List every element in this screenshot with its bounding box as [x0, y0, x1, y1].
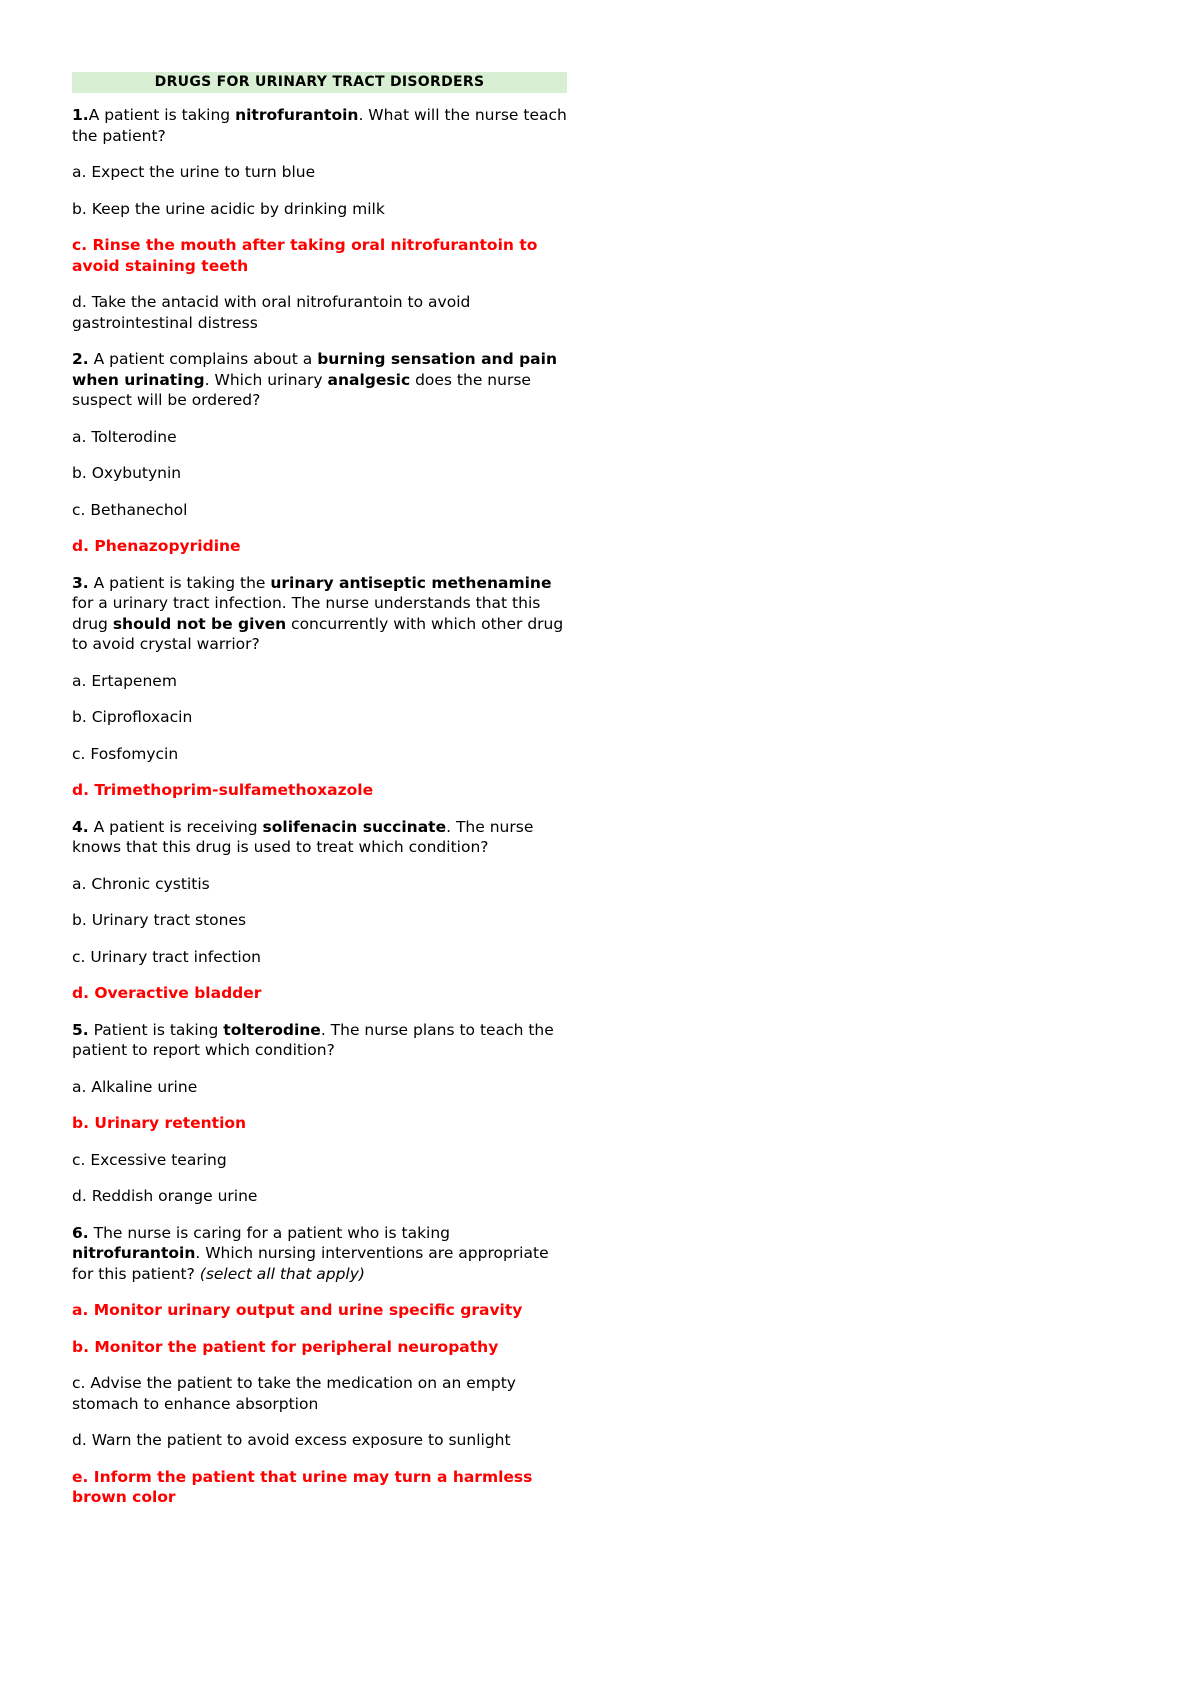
- question-number: 2.: [72, 350, 89, 368]
- answer-option: a. Ertapenem: [72, 671, 177, 690]
- stem-text: Patient is taking: [88, 1020, 224, 1039]
- stem-emphasis: should not be given: [112, 614, 287, 633]
- answer-option: b. Oxybutynin: [72, 464, 182, 482]
- question-stem: [72, 1223, 567, 1285]
- answer-option-correct: d. Trimethoprim-sulfamethoxazole: [72, 781, 374, 799]
- stem-text: for a urinary tract infection. The nurse understands that this drug: [72, 594, 541, 633]
- stem-text: A patient is taking: [88, 106, 236, 124]
- answer-option: d. Reddish orange urine: [72, 1187, 258, 1205]
- stem-emphasis: solifenacin succinate: [262, 817, 447, 836]
- answer-option: a. Alkaline urine: [72, 1077, 198, 1096]
- stem-text: . Which nursing interventions are appropriate for this patient?: [72, 1244, 549, 1283]
- stem-text: . Which urinary: [204, 370, 328, 389]
- answer-option-correct: d. Phenazopyridine: [72, 537, 241, 555]
- stem-text: The nurse is caring for a patient who is taking: [88, 1223, 451, 1242]
- question-stem: [72, 349, 567, 411]
- answer-option: a. Tolterodine: [72, 427, 177, 446]
- stem-emphasis: burning sensation and pain when urinating: [72, 350, 557, 389]
- question-number: 4.: [72, 817, 89, 836]
- document-title: DRUGS FOR URINARY TRACT DISORDERS: [72, 72, 567, 93]
- question-list: [72, 105, 567, 1508]
- stem-text: does the nurse suspect will be ordered?: [72, 370, 531, 409]
- answer-option: a. Expect the urine to turn blue: [72, 163, 316, 181]
- answer-option: d. Warn the patient to avoid excess exposure to sunlight: [72, 1431, 511, 1449]
- stem-text: concurrently with which other drug to avoid crystal warrior?: [72, 614, 564, 653]
- answer-option-correct: b. Monitor the patient for peripheral neuropathy: [72, 1337, 499, 1356]
- document-page: [72, 72, 567, 1524]
- answer-option: b. Urinary tract stones: [72, 911, 247, 929]
- answer-option: b. Keep the urine acidic by drinking milk: [72, 199, 385, 218]
- stem-text: . What will the nurse teach the patient?: [72, 106, 567, 145]
- question-stem: [72, 817, 567, 858]
- question-stem: [72, 1020, 567, 1061]
- stem-text: (select all that apply): [199, 1264, 365, 1283]
- stem-emphasis: analgesic: [327, 370, 411, 389]
- answer-option: d. Take the antacid with oral nitrofurantoin to avoid gastrointestinal distress: [72, 293, 471, 332]
- stem-text: . The nurse knows that this drug is used to treat which condition?: [72, 817, 534, 856]
- answer-option-correct: e. Inform the patient that urine may turn a harmless brown color: [72, 1467, 533, 1506]
- answer-option: c. Advise the patient to take the medication on an empty stomach to enhance absorption: [72, 1374, 516, 1413]
- stem-emphasis: tolterodine: [223, 1020, 321, 1039]
- answer-option-correct: d. Overactive bladder: [72, 984, 262, 1002]
- answer-option: c. Urinary tract infection: [72, 947, 262, 966]
- answer-option: c. Bethanechol: [72, 500, 188, 519]
- answer-option: c. Excessive tearing: [72, 1150, 227, 1169]
- stem-emphasis: nitrofurantoin: [72, 1244, 196, 1262]
- stem-emphasis: urinary antiseptic methenamine: [270, 573, 552, 592]
- stem-text: A patient is taking the: [88, 573, 271, 592]
- question-number: 5.: [72, 1020, 89, 1039]
- stem-text: A patient complains about a: [88, 350, 318, 368]
- question-number: 3.: [72, 573, 89, 592]
- answer-option: c. Fosfomycin: [72, 744, 179, 763]
- answer-option-correct: c. Rinse the mouth after taking oral nitrofurantoin to avoid staining teeth: [72, 236, 538, 275]
- question-number: 6.: [72, 1223, 89, 1242]
- question-stem: [72, 573, 567, 655]
- stem-emphasis: nitrofurantoin: [235, 106, 359, 124]
- stem-text: . The nurse plans to teach the patient to report which condition?: [72, 1020, 554, 1059]
- answer-option-correct: b. Urinary retention: [72, 1114, 247, 1132]
- stem-text: A patient is receiving: [88, 817, 263, 836]
- answer-option-correct: a. Monitor urinary output and urine specific gravity: [72, 1301, 523, 1319]
- question-number: 1.: [72, 106, 89, 124]
- question-stem: [72, 105, 567, 146]
- answer-option: a. Chronic cystitis: [72, 874, 210, 893]
- answer-option: b. Ciprofloxacin: [72, 708, 193, 726]
